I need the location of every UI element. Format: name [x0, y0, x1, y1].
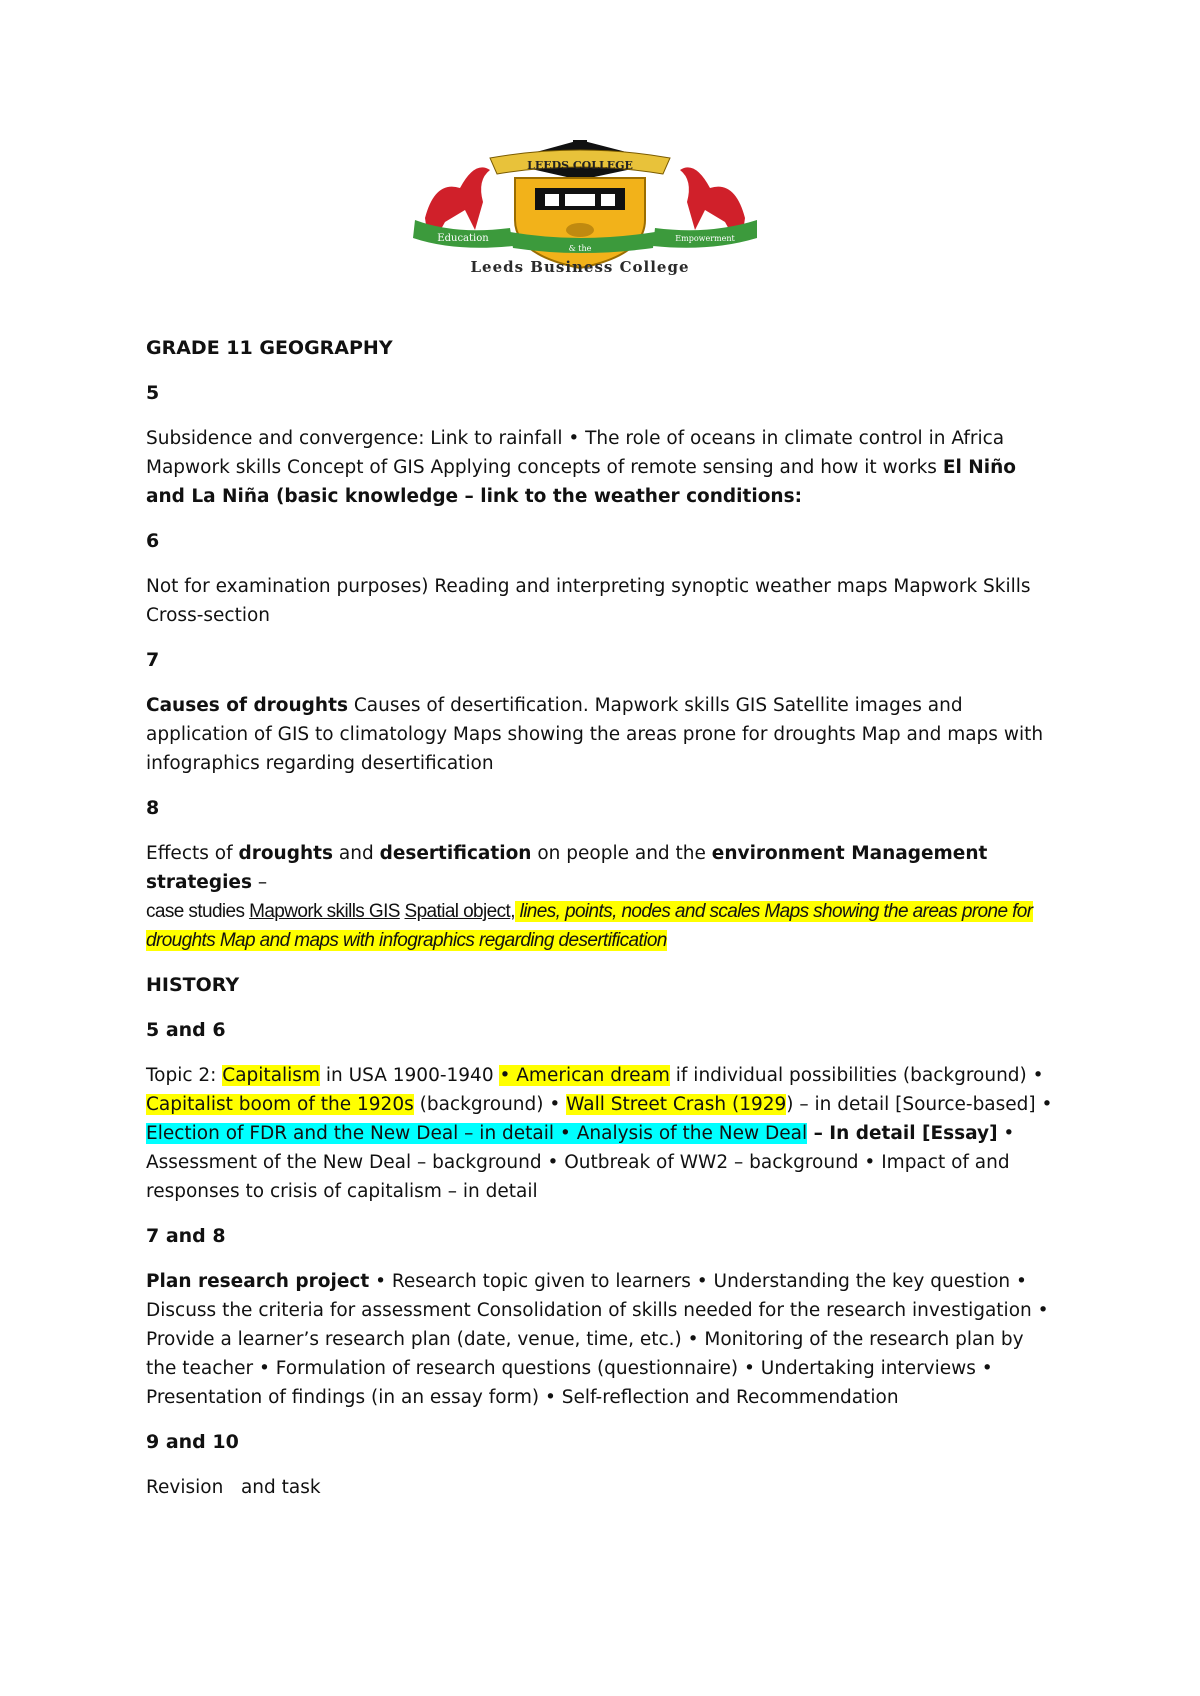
history-weeks-9-10-text: Revision and task [146, 1477, 321, 1498]
logo-ribbon-left: Education [437, 233, 489, 244]
week-number-5: 5 [146, 382, 160, 404]
college-logo [405, 140, 765, 275]
history-weeks-7-8-text: Plan research project • Research topic given to learners • Understanding the key question • Discuss the criteria for assessment Consolidation of skills needed for the research investigation • Provide a learner’s research plan (date, venue, time, etc.) • Monitoring of the research plan by the teacher • Formulation of research questions (questionnaire) • Undertaking interviews • Presentation of findings (in an essay form) • Self-reflection and Recommendation [146, 1271, 1049, 1408]
geography-week-5-text: Subsidence and convergence: Link to rainfall • The role of oceans in climate control in Africa Mapwork skills Concept of GIS Applying concepts of remote sensing and how it works El Niño and La Niña (basic knowledge – link to the weather conditions: [146, 428, 1016, 507]
history-weeks-7-8: 7 and 8 [146, 1225, 226, 1247]
document-title: GRADE 11 GEOGRAPHY [146, 337, 393, 359]
logo-banner-text: LEEDS COLLEGE [527, 159, 633, 172]
logo-college-name: Leeds Business College [470, 258, 690, 275]
history-weeks-5-6: 5 and 6 [146, 1019, 226, 1041]
document-body [146, 334, 1056, 1502]
geography-week-6-text: Not for examination purposes) Reading and interpreting synoptic weather maps Mapwork Skills Cross-section [146, 576, 1031, 626]
geography-week-7-text: Causes of droughts Causes of desertification. Mapwork skills GIS Satellite images and application of GIS to climatology Maps showing the areas prone for droughts Map and maps with infographics regarding desertification [146, 695, 1044, 774]
history-heading: HISTORY [146, 974, 240, 996]
logo-ribbon-right: Empowerment [675, 234, 735, 243]
history-weeks-9-10: 9 and 10 [146, 1431, 239, 1453]
week-number-7: 7 [146, 649, 160, 671]
geography-week-8-text: Effects of droughts and desertification on people and the environment Management strategies – case studies Mapwork skills GIS Spatial object, lines, points, nodes and scales Maps showing the areas prone for droughts Map and maps with infographics regarding desertification [146, 843, 1033, 951]
week-number-6: 6 [146, 530, 160, 552]
week-number-8: 8 [146, 797, 160, 819]
logo-ribbon-center: & the [568, 244, 592, 253]
history-weeks-5-6-text: Topic 2: Capitalism in USA 1900-1940 • American dream if individual possibilities (background) • Capitalist boom of the 1920s (background) • Wall Street Crash (1929) – in detail [Source-based] • Election of FDR and the New Deal – in detail • Analysis of the New Deal – In detail [Essay] • Assessment of the New Deal – background • Outbreak of WW2 – background • Impact of and responses to crisis of capitalism – in detail [146, 1065, 1053, 1202]
